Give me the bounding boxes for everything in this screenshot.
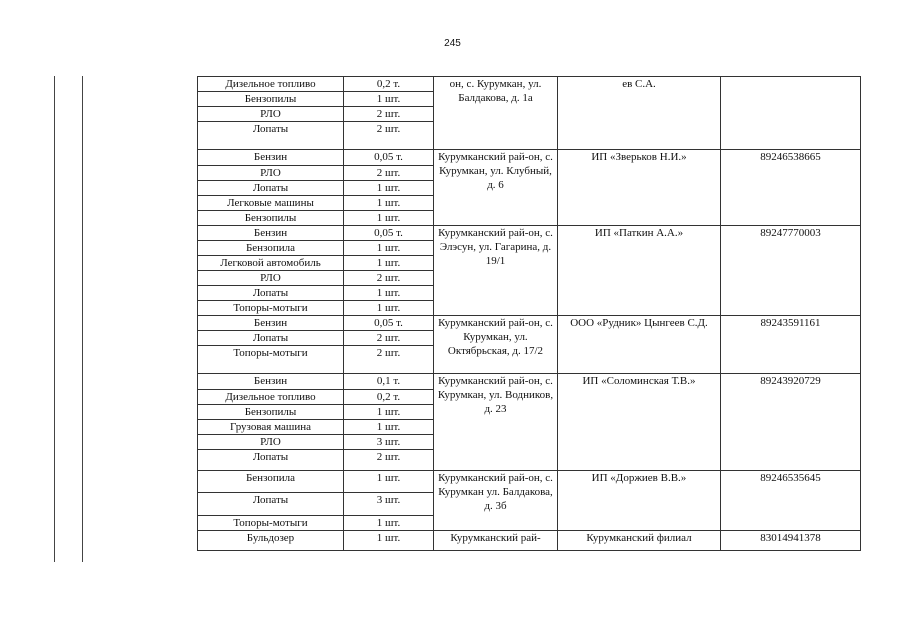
item-quantity: 2 шт. <box>344 166 434 181</box>
item-name: Бензопила <box>198 471 344 493</box>
item-quantity: 2 шт. <box>344 450 434 471</box>
phone-cell: 89246538665 <box>721 150 861 226</box>
item-quantity: 1 шт. <box>344 211 434 226</box>
phone-cell <box>721 77 861 150</box>
owner-cell: ИП «Доржиев В.В.» <box>558 471 721 531</box>
item-name: Грузовая машина <box>198 420 344 435</box>
item-quantity: 1 шт. <box>344 405 434 420</box>
item-name: Легковой автомобиль <box>198 256 344 271</box>
owner-cell: ИП «Паткин А.А.» <box>558 226 721 316</box>
item-quantity: 1 шт. <box>344 531 434 551</box>
item-name: РЛО <box>198 271 344 286</box>
item-name: Легковые машины <box>198 196 344 211</box>
item-quantity: 0,05 т. <box>344 226 434 241</box>
table-row <box>198 374 861 390</box>
phone-cell: 89247770003 <box>721 226 861 316</box>
item-quantity: 1 шт. <box>344 471 434 493</box>
phone-cell: 89246535645 <box>721 471 861 531</box>
item-name: Лопаты <box>198 181 344 196</box>
item-name: Лопаты <box>198 331 344 346</box>
item-name: РЛО <box>198 435 344 450</box>
item-quantity: 2 шт. <box>344 271 434 286</box>
item-name: Лопаты <box>198 450 344 471</box>
phone-cell: 83014941378 <box>721 531 861 551</box>
table-row <box>198 316 861 331</box>
item-quantity: 1 шт. <box>344 196 434 211</box>
item-quantity: 0,2 т. <box>344 77 434 92</box>
address-cell: Курумканский рай- <box>434 531 558 551</box>
table-row <box>198 531 861 551</box>
item-quantity: 1 шт. <box>344 181 434 196</box>
item-name: Бензин <box>198 374 344 390</box>
item-quantity: 2 шт. <box>344 346 434 374</box>
item-name: Лопаты <box>198 493 344 516</box>
item-quantity: 2 шт. <box>344 122 434 150</box>
owner-cell: ев С.А. <box>558 77 721 150</box>
item-name: Лопаты <box>198 286 344 301</box>
phone-cell: 89243920729 <box>721 374 861 471</box>
item-name: РЛО <box>198 107 344 122</box>
address-cell: Курумканский рай-он, с. Элэсун, ул. Гагарина, д. 19/1 <box>434 226 558 316</box>
item-quantity: 1 шт. <box>344 256 434 271</box>
supplies-table <box>197 76 861 551</box>
item-quantity: 0,05 т. <box>344 150 434 166</box>
item-name: Бензин <box>198 150 344 166</box>
owner-cell: ООО «Рудник» Цынгеев С.Д. <box>558 316 721 374</box>
page-number: 245 <box>444 38 461 49</box>
item-name: РЛО <box>198 166 344 181</box>
item-name: Лопаты <box>198 122 344 150</box>
item-quantity: 1 шт. <box>344 241 434 256</box>
owner-cell: Курумканский филиал <box>558 531 721 551</box>
owner-cell: ИП «Соломинская Т.В.» <box>558 374 721 471</box>
item-quantity: 3 шт. <box>344 493 434 516</box>
item-name: Топоры-мотыги <box>198 516 344 531</box>
item-quantity: 1 шт. <box>344 286 434 301</box>
item-quantity: 3 шт. <box>344 435 434 450</box>
item-name: Бензопилы <box>198 92 344 107</box>
owner-cell: ИП «Зверьков Н.И.» <box>558 150 721 226</box>
phone-cell: 89243591161 <box>721 316 861 374</box>
item-quantity: 2 шт. <box>344 331 434 346</box>
table-row <box>198 150 861 166</box>
item-quantity: 1 шт. <box>344 516 434 531</box>
item-name: Дизельное топливо <box>198 390 344 405</box>
item-name: Топоры-мотыги <box>198 346 344 374</box>
left-margin-line <box>54 76 55 562</box>
item-quantity: 0,05 т. <box>344 316 434 331</box>
item-name: Бульдозер <box>198 531 344 551</box>
item-name: Бензин <box>198 226 344 241</box>
address-cell: он, с. Курумкан, ул. Балдакова, д. 1а <box>434 77 558 150</box>
address-cell: Курумканский рай-он, с. Курумкан ул. Балдакова, д. 3б <box>434 471 558 531</box>
item-name: Бензин <box>198 316 344 331</box>
item-quantity: 2 шт. <box>344 107 434 122</box>
item-quantity: 0,1 т. <box>344 374 434 390</box>
table-row <box>198 77 861 92</box>
left-margin-line <box>82 76 83 562</box>
address-cell: Курумканский рай-он, с. Курумкан, ул. Клубный, д. 6 <box>434 150 558 226</box>
item-name: Бензопилы <box>198 405 344 420</box>
item-name: Дизельное топливо <box>198 77 344 92</box>
item-quantity: 1 шт. <box>344 92 434 107</box>
item-name: Бензопила <box>198 241 344 256</box>
address-cell: Курумканский рай-он, с. Курумкан, ул. Октябрьская, д. 17/2 <box>434 316 558 374</box>
address-cell: Курумканский рай-он, с. Курумкан, ул. Водников, д. 23 <box>434 374 558 471</box>
item-name: Бензопилы <box>198 211 344 226</box>
item-quantity: 1 шт. <box>344 420 434 435</box>
item-name: Топоры-мотыги <box>198 301 344 316</box>
table-row <box>198 471 861 493</box>
table-row <box>198 226 861 241</box>
item-quantity: 0,2 т. <box>344 390 434 405</box>
item-quantity: 1 шт. <box>344 301 434 316</box>
